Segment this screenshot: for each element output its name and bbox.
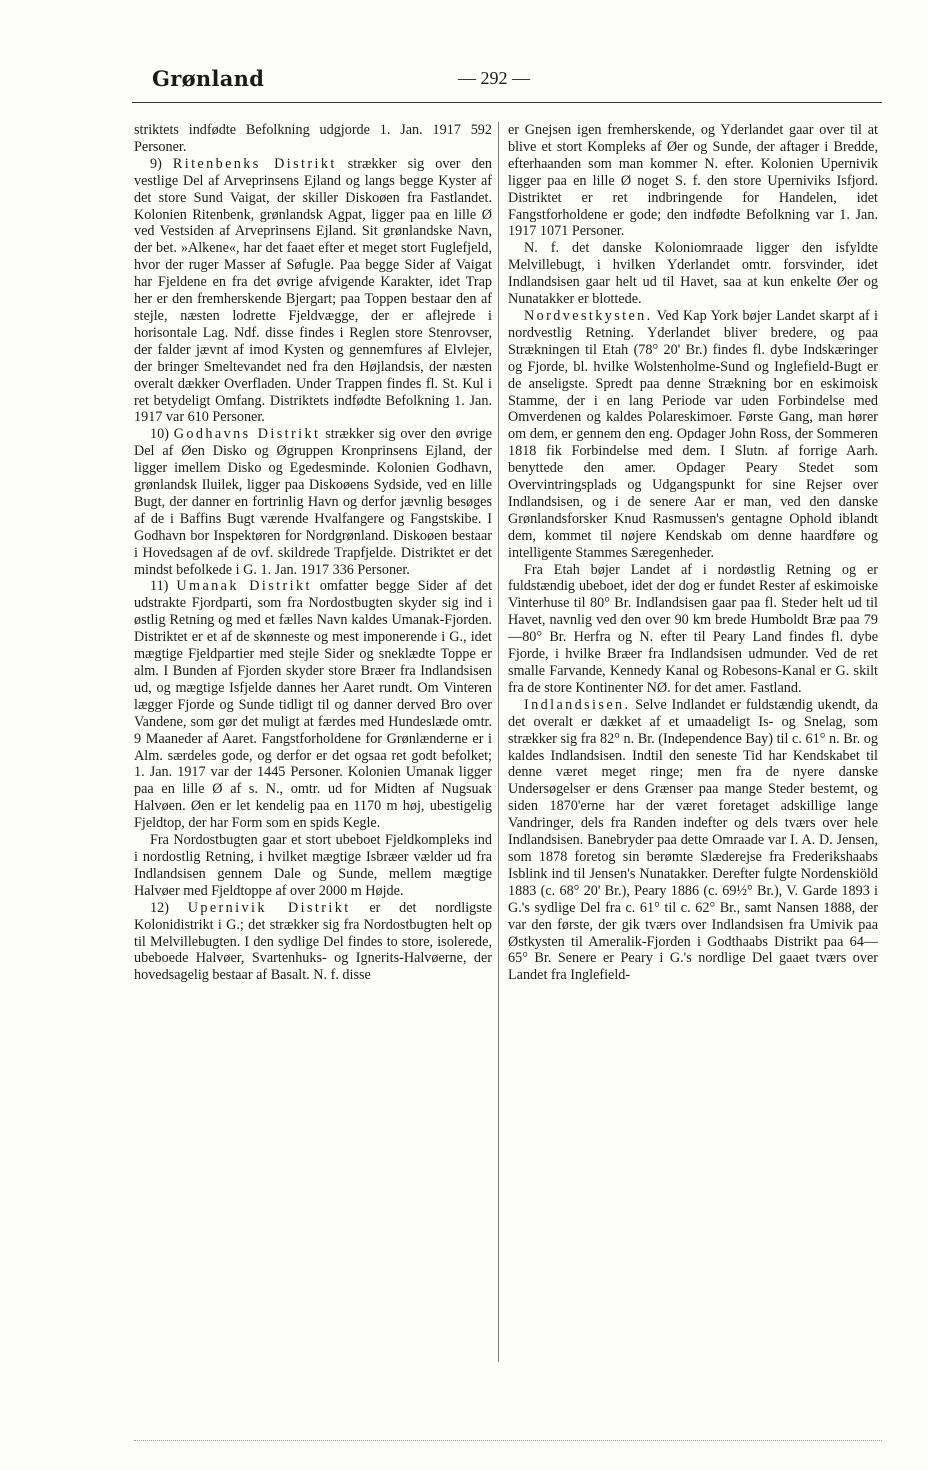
paragraph: Nordvestkysten. Ved Kap York bøjer Landet skarpt af i nordvestlig Retning. Yderlandet bliver bredere, og paa Strækningen til Etah (78° 20' Br.) findes fl. dybe Indskæringer og Fjorde, bl. hvilke Wolstenholme-Sund og Inglefield-Bugt er de anseligste. Spredt paa denne Strækning bor en eskimoisk Stamme, der i en lang Periode var uden Forbindelse med Omverdenen og kaldes Polareskimoer. Første Gang, man hører om dem, er gennem den eng. Opdager John Ross, der Sommeren 1818 fik Forbindelse med dem. I Slutn. af forrige Aarh. benyttede den amer. Opdager Peary Stedet som Overvintringsplads og Udgangspunkt for sine Rejser over Indlandsisen, og i de senere Aar er man, ved den danske Grønlandsforsker Knud Rasmussen's gentagne Ophold iblandt dem, kommet til nøjere Kendskab om denne haardføre og intelligente Stammes Særegenheder. <box>508 307 878 561</box>
paragraph: Fra Nordostbugten gaar et stort ubeboet Fjeldkompleks ind i nordostlig Retning, i hvilket mægtige Isbræer vælder ud fra Indlandsisen gennem Dale og Sunde, mellem mægtige Halvøer med Fjeldtoppe af over 2000 m Højde. <box>134 832 492 899</box>
spaced-heading: Nordvestkysten. <box>524 307 653 324</box>
bottom-rule <box>134 1440 882 1441</box>
paragraph: 9) Ritenbenks Distrikt strækker sig over den vestlige Del af Arveprinsens Ejland og langs begge Kyster af det store Sund Vaigat, der skiller Diskoøen fra Fastlandet. Kolonien Ritenbenk, grønlandsk Agpat, ligger paa en lille Ø ved Vestsiden af Arveprinsens Ejland. Sit grønlandske Navn, der bet. »Alkene«, har det faaet efter et meget stort Fuglefjeld, hvor der ruger Masser af Søfugle. Paa begge Sider af Vaigat har Fjeldene en fra det øvrige afvigende Karakter, idet Trap her er den fremherskende Bjergart; paa Toppen bestaar den af stejle, næsten lodrette Fjeldvægge, der er aflejrede i horisontale Lag. Ndf. disse findes i Reglen store Stenrovser, der falder jævnt af imod Kysten og gennemfures af Elvlejer, der bringer Smeltevandet ned fra den Højlandsis, der næsten overalt dækker Overfladen. Under Trappen findes fl. St. Kul i ret betydeligt Omfang. Distriktets indfødte Befolkning 1. Jan. 1917 var 610 Personer. <box>134 155 492 426</box>
spaced-heading: Indlandsisen. <box>524 696 631 713</box>
paragraph: Fra Etah bøjer Landet af i nordøstlig Retning og er fuldstændig ubeboet, idet der dog er fundet Rester af eskimoiske Vinterhuse til 80° Br. Indlandsisen gaar paa fl. Steder helt ud til Havet, navnlig ved den over 90 km brede Humboldt Bræ paa 79—80° Br. Herfra og N. efter til Peary Land findes fl. dybe Fjorde, i hvilke Bræer fra Indlandsisen udmunder. Ved de ret smalle Farvande, Kennedy Kanal og Robesons-Kanal er G. skilt fra de store Kontinenter NØ. for det amer. Fastland. <box>508 561 878 696</box>
column-divider <box>498 122 499 1362</box>
paragraph: striktets indfødte Befolkning udgjorde 1. Jan. 1917 592 Personer. <box>134 122 492 155</box>
paragraph: 10) Godhavns Distrikt strækker sig over den øvrige Del af Øen Disko og Øgruppen Kronprinsens Ejland, der ligger imellem Disko og Egedesminde. Kolonien Godhavn, grønlandsk Iluilek, ligger paa Diskoøens Sydside, ved en lille Bugt, der danner en fortrinlig Havn og derfor jævnlig besøges af de i Baffins Bugt værende Hvalfangere og Fangstskibe. I Godhavn bor Inspektøren for Nordgrønland. Diskoøen bestaar i Hovedsagen af de ovf. skildrede Trapfjelde. Distriktet er det mindst befolkede i G. 1. Jan. 1917 336 Personer. <box>134 426 492 578</box>
right-column <box>508 122 878 984</box>
header-rule <box>132 102 882 103</box>
paragraph: Indlandsisen. Selve Indlandet er fuldstændig ukendt, da det overalt er dækket af et umaadeligt Is- og Snelag, som strækker sig fra 82° n. Br. (Independence Bay) til c. 61° n. Br. og kaldes Indlandsisen. Indtil den seneste Tid har Kendskabet til denne været meget ringe; men fra de nyere danske Undersøgelser er dens Grænser paa mange Steder bestemt, og siden 1870'erne har der været foretaget adskillige lange Vandringer, dels fra Randen indefter og dels tværs over hele Indlandsisen. Banebryder paa dette Omraade var I. A. D. Jensen, som 1878 foretog sin berømte Slæderejse fra Frederikshaabs Isblink ind til Jensen's Nunatakker. Derefter fulgte Nordenskiöld 1883 (c. 68° 20' Br.), Peary 1886 (c. 69½° Br.), V. Garde 1893 i G.'s sydlige Del fra c. 61° til c. 62° Br., samt Nansen 1888, der var den første, der gik tværs over Indlandsisen fra Umivik paa Østkysten til Ameralik-Fjorden i Godthaabs Distrikt paa 64—65° Br. Senere er Peary i G.'s nordlige Del gaaet tværs over Landet fra Inglefield- <box>508 696 878 984</box>
running-title: Grønland <box>152 66 265 91</box>
page-header <box>132 60 882 100</box>
spaced-heading: Umanak Distrikt <box>176 578 312 595</box>
spaced-heading: Ritenbenks Distrikt <box>172 155 337 172</box>
paragraph: 12) Upernivik Distrikt er det nordligste Kolonidistrikt i G.; det strækker sig fra Nordostbugten helt op til Melvillebugten. I den sydlige Del findes to store, isolerede, ubeboede Halvøer, Svartenhuks- og Ignerits-Halvøerne, der hovedsagelig bestaar af Basalt. N. f. disse <box>134 899 492 984</box>
left-column <box>134 122 492 984</box>
paragraph: N. f. det danske Koloniomraade ligger den isfyldte Melvillebugt, i hvilken Yderlandet omtr. forsvinder, idet Indlandsisen gaar helt ud til Havet, saa at kun enkelte Øer og Nunatakker er blottede. <box>508 240 878 308</box>
paragraph: 11) Umanak Distrikt omfatter begge Sider af det udstrakte Fjordparti, som fra Nordostbugten skyder sig ind i østlig Retning og med et fælles Navn kaldes Umanak-Fjorden. Distriktet er et af de skønneste og mest imponerende i G., idet mægtige Fjeldpartier med stejle Sider og sneklædte Toppe er alm. I Bunden af Fjorden skyder store Bræer fra Indlandsisen ud, og mægtige Isfjelde dannes her Aaret rundt. Om Vinteren lægger Fjorde og Sunde tidligt til og danner derved Bro over Vandene, som gør det muligt at færdes med Hundeslæde omtr. 9 Maaneder af Aaret. Fangstforholdene for Grønlænderne er i Alm. særdeles gode, og derfor er det ogsaa ret godt befolket; 1. Jan. 1917 var der 1445 Personer. Kolonien Umanak ligger paa en lille Ø af s. N., omtr. ud for Midten af Nugsuak Halvøen. Øen er let kendelig paa en 1170 m høj, ubestigelig Fjeldtop, der har Form som en spids Kegle. <box>134 578 493 832</box>
spaced-heading: Godhavns Distrikt <box>173 426 321 443</box>
spaced-heading: Upernivik Distrikt <box>187 899 351 916</box>
page-number: — 292 — <box>458 68 530 88</box>
paragraph: er Gnejsen igen fremherskende, og Yderlandet gaar over til at blive et stort Kompleks af Øer og Sunde, der aftager i Bredde, efterhaanden som man kommer N. efter. Kolonien Upernivik ligger paa en lille Ø noget S. f. den store Uperniviks Isfjord. Distriktet er ret indbringende for Handelen, idet Fangstforholdene er gode; den indfødte Befolkning var 1. Jan. 1917 1071 Personer. <box>508 122 878 240</box>
